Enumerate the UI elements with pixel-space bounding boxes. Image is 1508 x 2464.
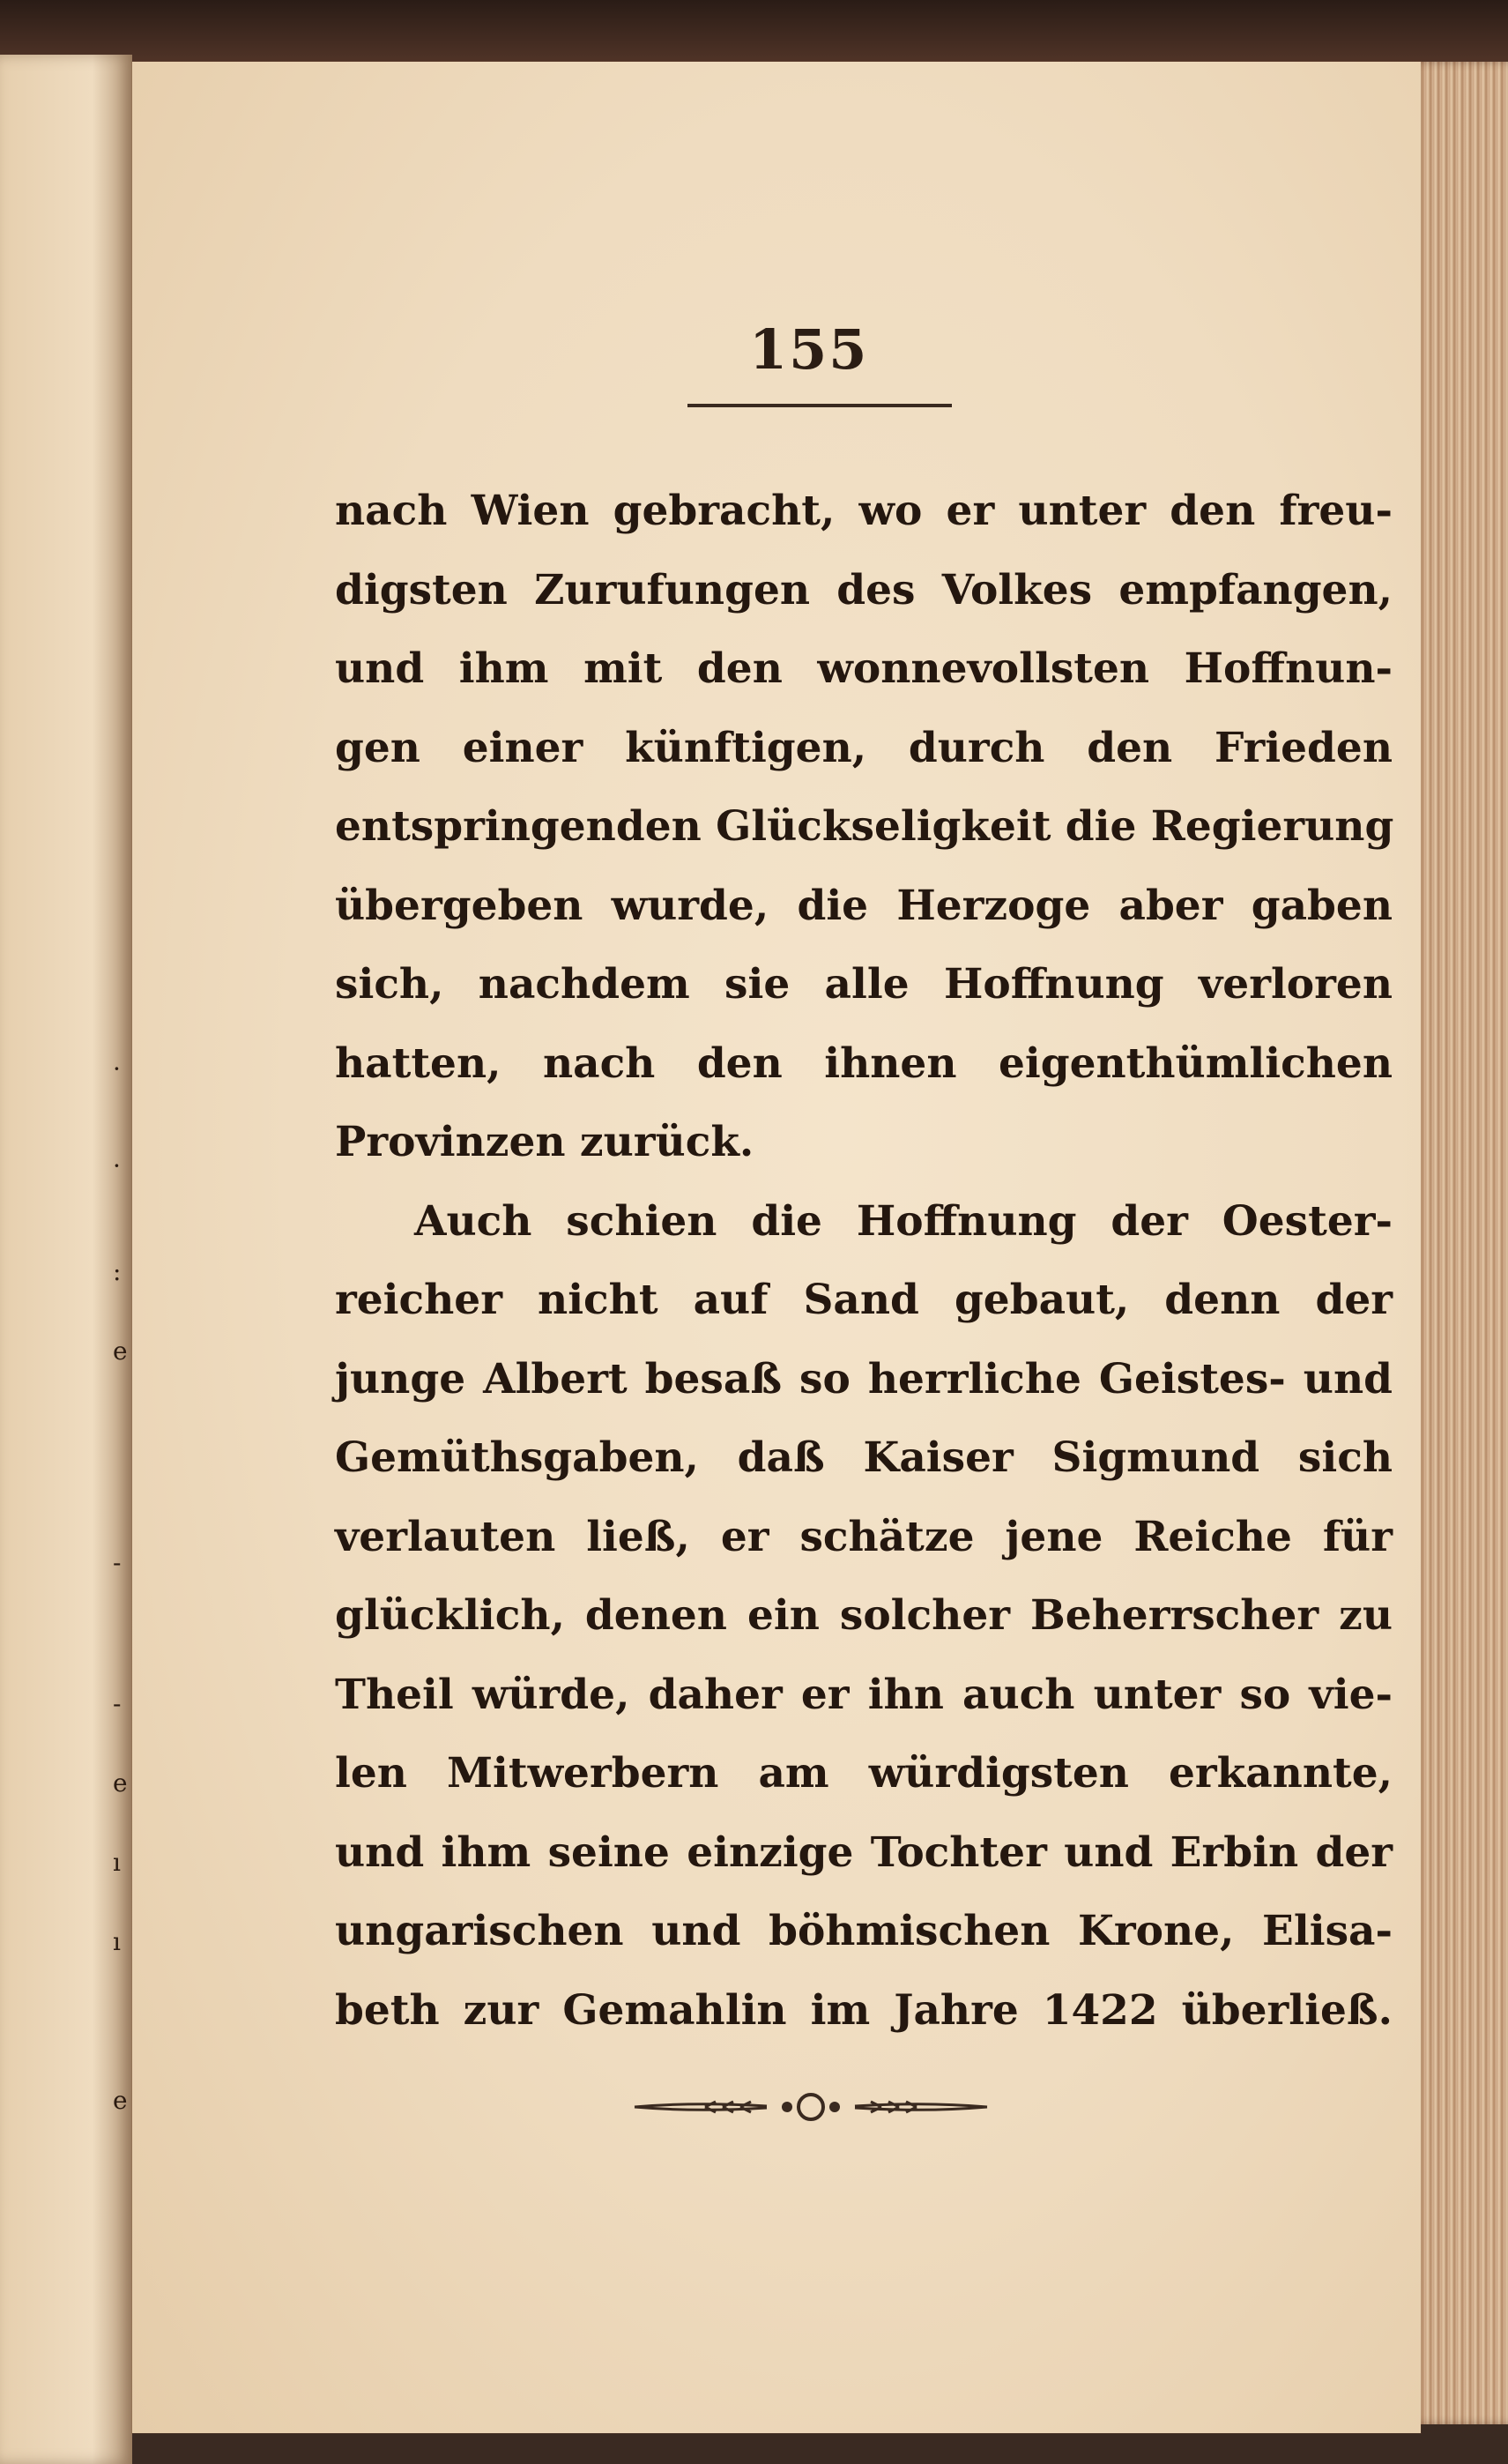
text-line: und ihm mit den wonnevollsten Hoffnun- — [335, 644, 1393, 693]
text-line: und ihm seine einzige Tochter und Erbin der — [335, 1828, 1393, 1877]
text-line: digsten Zurufungen des Volkes empfangen, — [335, 565, 1393, 614]
text-line: nach Wien gebracht, wo er unter den freu- — [335, 487, 1393, 535]
book-page — [132, 62, 1421, 2433]
left-page-bleed-marks: · · : e - - e ı ı e — [113, 1054, 128, 2115]
text-line: len Mitwerbern am würdigsten erkannte, — [335, 1749, 1393, 1798]
text-line: junge Albert besaß so herrliche Geistes- und — [335, 1354, 1393, 1403]
page-number: 155 — [749, 317, 869, 382]
text-line: Gemüthsgaben, daß Kaiser Sigmund sich — [335, 1433, 1393, 1482]
text-line: beth zur Gemahlin im Jahre 1422 überließ. — [335, 1985, 1393, 2035]
text-line: gen einer künftigen, durch den Frieden — [335, 723, 1393, 772]
text-line: Auch schien die Hoffnung der Oester- — [414, 1196, 1393, 1246]
body-text — [335, 472, 1393, 2050]
text-line: reicher nicht auf Sand gebaut, denn der — [335, 1276, 1393, 1324]
text-line: übergeben wurde, die Herzoge aber gaben — [335, 881, 1393, 930]
text-line: Theil würde, daher er ihn auch unter so vie- — [335, 1670, 1393, 1719]
text-line: sich, nachdem sie alle Hoffnung verloren — [335, 960, 1393, 1009]
text-line: glücklich, denen ein solcher Beherrscher zu — [335, 1591, 1393, 1640]
text-line: verlauten ließ, er schätze jene Reiche für — [335, 1512, 1393, 1561]
left-page-edge — [0, 55, 132, 2464]
text-line: entspringenden Glückseligkeit die Regierung — [335, 802, 1394, 851]
ornamental-tailpiece-icon — [626, 2089, 996, 2125]
text-line: ungarischen und böhmischen Krone, Elisa- — [335, 1907, 1393, 1955]
text-line: hatten, nach den ihnen eigenthümlichen — [335, 1038, 1393, 1088]
text-line: Provinzen zurück. — [335, 1118, 754, 1166]
header-rule — [687, 404, 952, 407]
